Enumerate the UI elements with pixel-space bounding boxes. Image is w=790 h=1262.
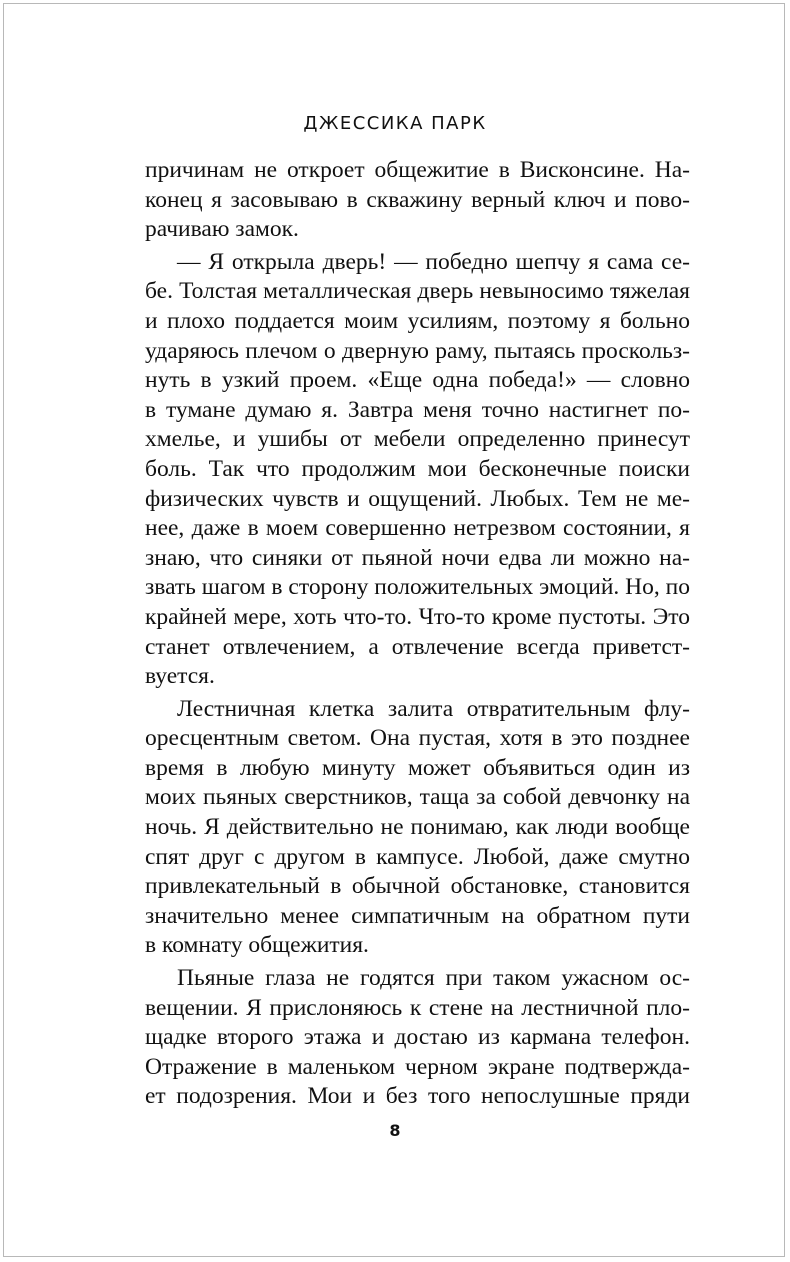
- text-line: — Я открыла дверь! — победно шепчу я сама се-: [177, 248, 690, 275]
- text-line: знаю, что синяки от пьяной ночи едва ли можно на-: [145, 544, 690, 571]
- running-head: ДЖЕССИКА ПАРК: [303, 113, 487, 134]
- text-line: оресцентным светом. Она пустая, хотя в это позднее: [145, 725, 690, 752]
- text-line: значительно менее симпатичным на обратном пути: [145, 902, 690, 929]
- text-line: ночь. Я действительно не понимаю, как люди вообще: [145, 814, 690, 841]
- text-line: и плохо поддается моим усилиям, поэтому я больно: [145, 307, 690, 334]
- text-line: хмелье, и ушибы от мебели определенно принесут: [145, 426, 690, 453]
- text-line: в комнату общежития.: [145, 932, 369, 959]
- paragraph: [145, 156, 690, 245]
- text-line: нее, даже в моем совершенно нетрезвом состоянии, я: [145, 515, 690, 542]
- text-line: физических чувств и ощущений. Любых. Тем не ме-: [145, 485, 690, 512]
- text-line: спят друг с другом в кампусе. Любой, даже смутно: [145, 843, 690, 870]
- text-line: моих пьяных сверстников, таща за собой девчонку на: [145, 784, 690, 811]
- text-line: вещении. Я прислоняюсь к стене на лестничной пло-: [145, 994, 690, 1021]
- text-line: станет отвлечением, а отвлечение всегда приветст-: [145, 633, 690, 660]
- paragraph: [145, 964, 690, 1112]
- paragraph: [145, 248, 690, 692]
- text-line: щадке второго этажа и достаю из кармана телефон.: [145, 1024, 690, 1051]
- text-line: привлекательный в обычной обстановке, становится: [145, 873, 690, 900]
- text-line: конец я засовываю в скважину верный ключ и пово-: [145, 186, 690, 213]
- text-line: ет подозрения. Мои и без того непослушные пряди: [145, 1083, 690, 1110]
- text-line: в тумане думаю я. Завтра меня точно настигнет по-: [145, 396, 690, 423]
- text-line: звать шагом в сторону положительных эмоций. Но, по: [145, 574, 690, 601]
- page-number: 8: [389, 1121, 401, 1140]
- text-line: крайней мере, хоть что-то. Что-то кроме пустоты. Это: [145, 603, 690, 630]
- text-line: Лестничная клетка залита отвратительным флу-: [177, 695, 690, 722]
- text-line: Отражение в маленьком черном экране подтвержда-: [145, 1053, 690, 1080]
- text-line: рачиваю замок.: [145, 216, 299, 243]
- text-line: боль. Так что продолжим мои бесконечные поиски: [145, 455, 690, 482]
- text-line: Пьяные глаза не годятся при таком ужасном ос-: [177, 965, 690, 992]
- text-line: нуть в узкий проем. «Еще одна победа!» — словно: [145, 367, 690, 394]
- text-line: вуется.: [145, 663, 215, 690]
- paragraph: [145, 695, 690, 961]
- text-line: бе. Толстая металлическая дверь невыносимо тяжелая: [145, 278, 690, 305]
- text-line: время в любую минуту может объявиться один из: [145, 754, 690, 781]
- text-line: причинам не откроет общежитие в Висконсине. На-: [145, 157, 690, 183]
- text-line: ударяюсь плечом о дверную раму, пытаясь проскольз-: [145, 337, 690, 364]
- body-text: [145, 156, 690, 1112]
